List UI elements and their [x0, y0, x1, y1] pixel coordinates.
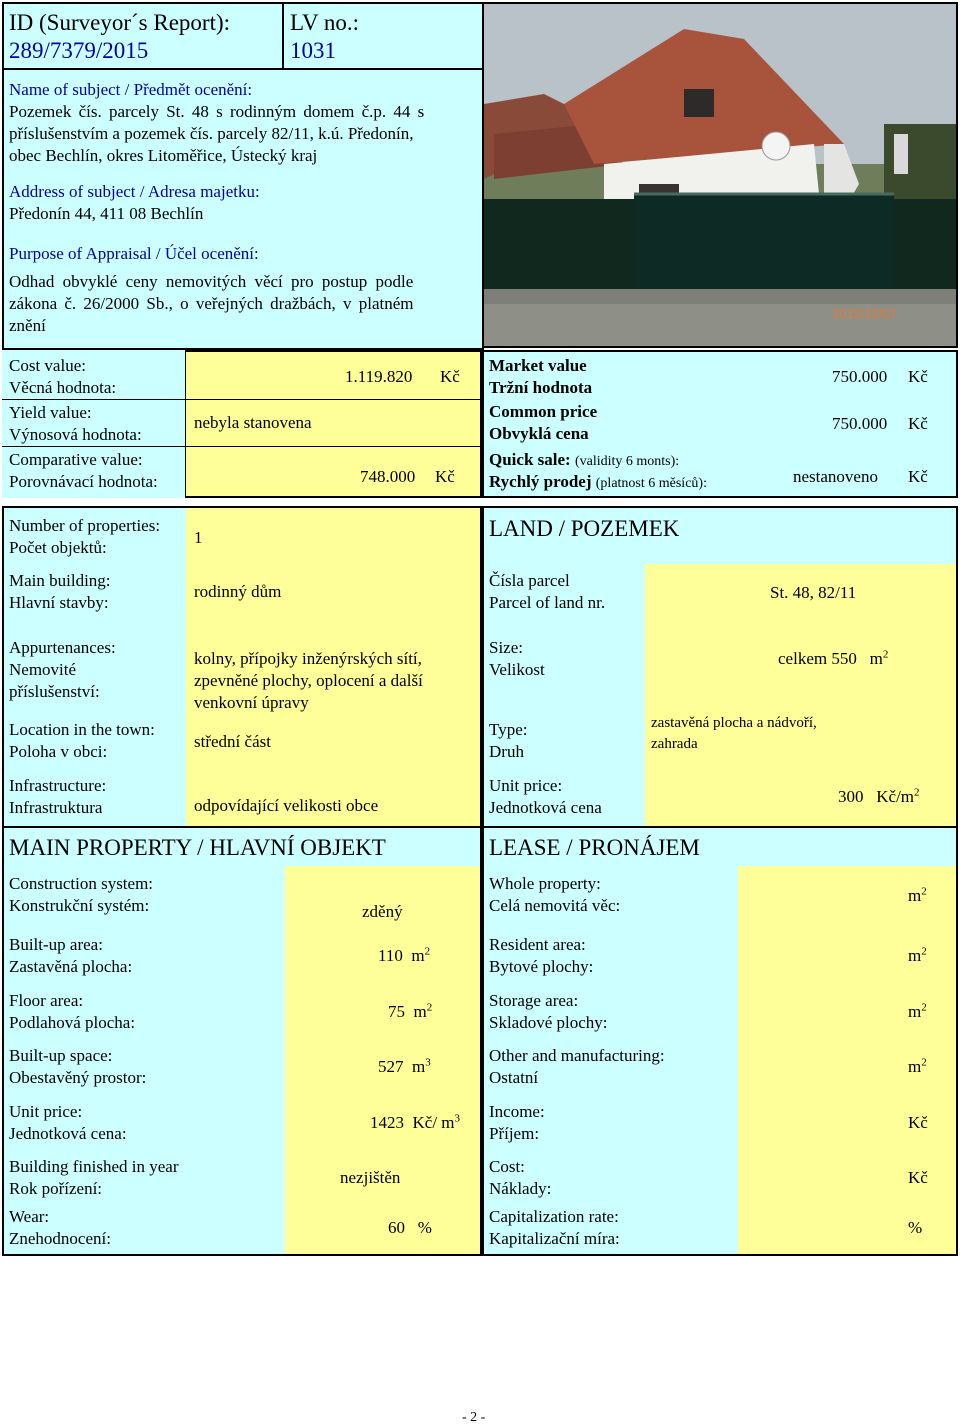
comparative-value-label-cz: Porovnávací hodnota:	[9, 472, 158, 491]
cost-value-amount: 1.119.820	[345, 367, 413, 386]
finished-year-label-cz: Rok pořízení:	[9, 1179, 103, 1198]
purpose-line: znění	[9, 316, 46, 335]
construction-label-cz: Konstrukční systém:	[9, 896, 150, 915]
common-price-currency: Kč	[908, 414, 928, 433]
house-photo-illustration	[484, 4, 958, 348]
other-area-unit: $m^2$	[908, 1056, 927, 1076]
yield-value-label-cz: Výnosová hodnota:	[9, 425, 142, 444]
storage-area-unit: $m^2$	[908, 1001, 927, 1021]
quick-sale-label: Quick sale: (validity 6 monts):	[489, 450, 680, 469]
market-value-label-cz: Tržní hodnota	[489, 378, 593, 397]
floor-area-value: 75 $m^2$	[388, 1001, 433, 1021]
type-label: Type:	[489, 720, 528, 739]
comparative-value-amount: 748.000	[360, 467, 416, 486]
location-value: střední část	[194, 732, 271, 751]
capitalization-unit: %	[908, 1218, 923, 1237]
type-value: zastavěná plocha a nádvoří,	[651, 715, 817, 731]
page-number: - 2 -	[462, 1410, 486, 1425]
capitalization-label: Capitalization rate:	[489, 1207, 619, 1226]
resident-area-unit: $m^2$	[908, 945, 927, 965]
storage-area-label: Storage area:	[489, 991, 579, 1010]
resident-area-label: Resident area:	[489, 935, 586, 954]
lv-label: LV no.:	[290, 10, 360, 35]
whole-property-unit: $m^2$	[908, 885, 927, 905]
built-up-area-label: Built-up area:	[9, 935, 103, 954]
storage-area-label-cz: Skladové plochy:	[489, 1013, 608, 1032]
subject-name-line: Pozemek čís. parcely St. 48 s rodinným domem č.p. 44 s	[9, 102, 425, 121]
land-unit-price-label: Unit price:	[489, 776, 563, 795]
built-up-area-value: 110 $m^2$	[378, 945, 431, 965]
purpose-label: Purpose of Appraisal / Účel ocenění:	[9, 244, 259, 263]
unit-price-value: 1423 Kč/ $m^3$	[370, 1112, 461, 1132]
yield-value-label: Yield value:	[9, 403, 92, 422]
wear-label-cz: Znehodnocení:	[9, 1229, 111, 1248]
subject-name-line: obec Bechlín, okres Litoměřice, Ústecký kraj	[9, 146, 318, 165]
floor-area-label: Floor area:	[9, 991, 84, 1010]
income-label-cz: Příjem:	[489, 1124, 540, 1143]
location-label-cz: Poloha v obci:	[9, 742, 108, 761]
cost-value-currency: Kč	[440, 367, 460, 386]
infrastructure-label-cz: Infrastruktura	[9, 798, 103, 817]
cost-value-label: Cost value:	[9, 356, 86, 375]
appurtenances-value: venkovní úpravy	[194, 693, 309, 712]
size-value: celkem 550 $m^2$	[778, 648, 889, 668]
comparative-value-currency: Kč	[435, 467, 455, 486]
quick-sale-amount: nestanoveno	[793, 467, 878, 486]
finished-year-label: Building finished in year	[9, 1157, 179, 1176]
yield-value-amount: nebyla stanovena	[194, 413, 312, 432]
properties-count-label: Number of properties:	[9, 516, 161, 535]
finished-year-value: nezjištěn	[340, 1168, 401, 1187]
construction-label: Construction system:	[9, 874, 154, 893]
appurtenances-value: kolny, přípojky inženýrských sítí,	[194, 649, 422, 668]
report-id-value: 289/7379/2015	[9, 38, 149, 63]
property-photo	[482, 2, 958, 348]
appurtenances-label-cz: příslušenství:	[9, 682, 100, 701]
wear-label: Wear:	[9, 1207, 50, 1226]
capitalization-label-cz: Kapitalizační míra:	[489, 1229, 620, 1248]
infrastructure-label: Infrastructure:	[9, 776, 107, 795]
land-unit-price-value: 300 $Kč/m^2$	[838, 786, 920, 806]
land-unit-price-label-cz: Jednotková cena	[489, 798, 602, 817]
income-unit: Kč	[908, 1113, 928, 1132]
common-price-label: Common price	[489, 402, 598, 421]
cost-unit: Kč	[908, 1168, 928, 1187]
other-area-label-cz: Ostatní	[489, 1068, 539, 1087]
type-label-cz: Druh	[489, 742, 524, 761]
quick-sale-label-cz: Rychlý prodej (platnost 6 měsíců):	[489, 472, 707, 491]
photo-timestamp: 2015/10/07	[832, 306, 898, 321]
wear-value: 60 %	[388, 1218, 432, 1237]
purpose-line: Odhad obvyklé ceny nemovitých věcí pro postup podle	[9, 272, 414, 291]
comparative-value-label: Comparative value:	[9, 450, 143, 469]
cost-value-label-cz: Věcná hodnota:	[9, 378, 117, 397]
construction-value: zděný	[362, 902, 403, 921]
size-label: Size:	[489, 638, 523, 657]
parcel-value: St. 48, 82/11	[770, 583, 857, 602]
whole-property-label-cz: Celá nemovitá věc:	[489, 896, 621, 915]
main-building-label: Main building:	[9, 571, 111, 590]
resident-area-label-cz: Bytové plochy:	[489, 957, 594, 976]
common-price-label-cz: Obvyklá cena	[489, 424, 589, 443]
built-up-space-value: 527 $m^3$	[378, 1056, 431, 1076]
common-price-amount: 750.000	[832, 414, 888, 433]
lv-value: 1031	[290, 38, 336, 63]
parcel-label: Parcel of land nr.	[489, 593, 606, 612]
type-value: zahrada	[651, 736, 698, 752]
land-title: LAND / POZEMEK	[489, 516, 680, 541]
cost-label: Cost:	[489, 1157, 525, 1176]
infrastructure-value: odpovídající velikosti obce	[194, 796, 379, 815]
main-building-value: rodinný dům	[194, 582, 282, 601]
market-value-label: Market value	[489, 356, 587, 375]
main-building-label-cz: Hlavní stavby:	[9, 593, 109, 612]
built-up-area-label-cz: Zastavěná plocha:	[9, 957, 133, 976]
location-label: Location in the town:	[9, 720, 155, 739]
other-area-label: Other and manufacturing:	[489, 1046, 665, 1065]
purpose-line: zákona č. 26/2000 Sb., o veřejných dražbách, v platném	[9, 294, 414, 313]
main-property-title: MAIN PROPERTY / HLAVNÍ OBJEKT	[9, 835, 386, 860]
lease-title: LEASE / PRONÁJEM	[489, 835, 700, 860]
built-up-space-label: Built-up space:	[9, 1046, 113, 1065]
unit-price-label: Unit price:	[9, 1102, 83, 1121]
address-value: Předonín 44, 411 08 Bechlín	[9, 204, 204, 223]
properties-count-value: 1	[194, 528, 203, 547]
income-label: Income:	[489, 1102, 545, 1121]
address-label: Address of subject / Adresa majetku:	[9, 182, 260, 201]
whole-property-label: Whole property:	[489, 874, 601, 893]
floor-area-label-cz: Podlahová plocha:	[9, 1013, 136, 1032]
report-id-label: ID (Surveyor´s Report):	[9, 10, 231, 35]
unit-price-label-cz: Jednotková cena:	[9, 1124, 127, 1143]
market-value-currency: Kč	[908, 367, 928, 386]
parcel-label-cz: Čísla parcel	[489, 571, 570, 590]
properties-count-label-cz: Počet objektů:	[9, 538, 107, 557]
appurtenances-label: Appurtenances:	[9, 638, 116, 657]
cost-label-cz: Náklady:	[489, 1179, 552, 1198]
quick-sale-currency: Kč	[908, 467, 928, 486]
subject-name-line: příslušenstvím a pozemek čís. parcely 82/11, k.ú. Předonín,	[9, 124, 414, 143]
appurtenances-label-cz: Nemovité	[9, 660, 77, 679]
size-label-cz: Velikost	[489, 660, 545, 679]
built-up-space-label-cz: Obestavěný prostor:	[9, 1068, 147, 1087]
market-value-amount: 750.000	[832, 367, 888, 386]
appurtenances-value: zpevněné plochy, oplocení a další	[194, 671, 423, 690]
subject-name-label: Name of subject / Předmět ocenění:	[9, 80, 253, 99]
